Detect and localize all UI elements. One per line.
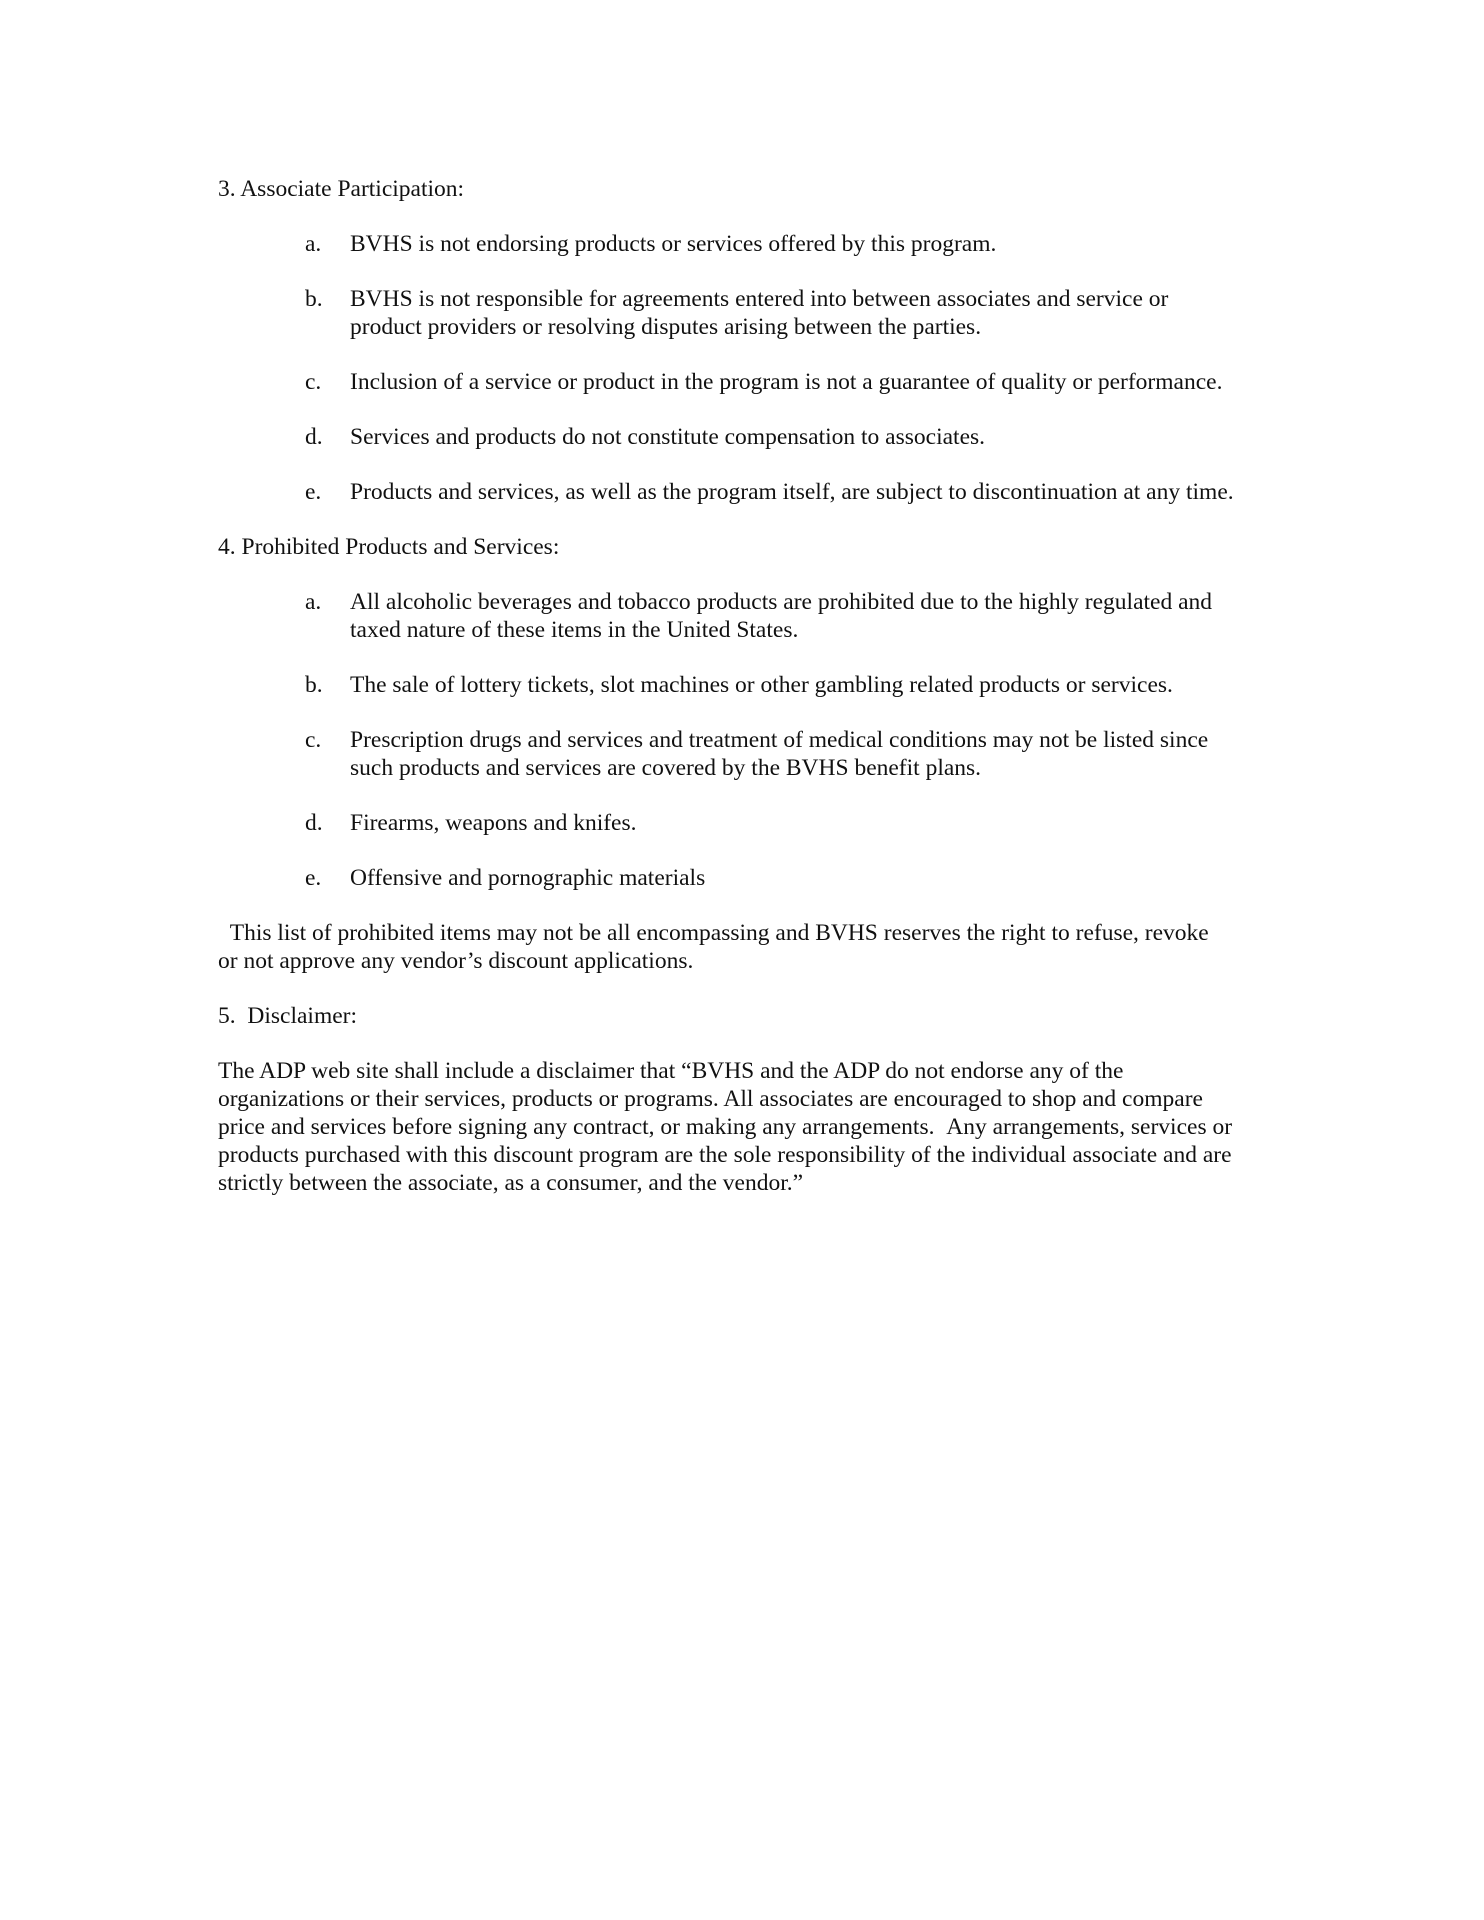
item-text: Products and services, as well as the program itself, are subject to discontinuation at any time. xyxy=(350,479,1234,505)
list-marker: d. xyxy=(305,424,323,450)
list-item xyxy=(218,864,1278,892)
item-text: The sale of lottery tickets, slot machines or other gambling related products or services. xyxy=(350,672,1173,698)
list-item xyxy=(218,809,1278,837)
item-text: such products and services are covered by the BVHS benefit plans. xyxy=(350,755,982,781)
list-item xyxy=(218,478,1278,506)
list-item xyxy=(218,671,1278,699)
item-text: Prescription drugs and services and treatment of medical conditions may not be listed since xyxy=(350,727,1209,753)
disclaimer-line: strictly between the associate, as a consumer, and the vendor.” xyxy=(218,1170,804,1196)
disclaimer-line: The ADP web site shall include a disclaimer that “BVHS and the ADP do not endorse any of the xyxy=(218,1058,1124,1084)
disclaimer-line: products purchased with this discount program are the sole responsibility of the individual associate and are xyxy=(218,1142,1232,1168)
item-text: BVHS is not endorsing products or services offered by this program. xyxy=(350,231,997,257)
item-text: Services and products do not constitute compensation to associates. xyxy=(350,424,986,450)
list-item xyxy=(218,588,1278,644)
item-text: All alcoholic beverages and tobacco products are prohibited due to the highly regulated and xyxy=(350,589,1213,615)
item-text: Offensive and pornographic materials xyxy=(350,865,706,891)
note-line: or not approve any vendor’s discount applications. xyxy=(218,948,694,974)
list-item xyxy=(218,368,1278,396)
section-5-heading: 5. Disclaimer: xyxy=(218,1003,358,1029)
list-marker: d. xyxy=(305,810,323,836)
list-marker: a. xyxy=(305,589,322,615)
list-marker: e. xyxy=(305,865,322,891)
item-text: taxed nature of these items in the United States. xyxy=(350,617,799,643)
section-4-heading: 4. Prohibited Products and Services: xyxy=(218,534,560,560)
item-text: Inclusion of a service or product in the program is not a guarantee of quality or performance. xyxy=(350,369,1223,395)
disclaimer-line: organizations or their services, products or programs. All associates are encouraged to shop and compare xyxy=(218,1086,1203,1112)
list-marker: c. xyxy=(305,727,322,753)
list-marker: a. xyxy=(305,231,322,257)
list-item xyxy=(218,726,1278,782)
item-text: product providers or resolving disputes arising between the parties. xyxy=(350,314,982,340)
list-item xyxy=(218,423,1278,451)
list-marker: e. xyxy=(305,479,322,505)
note-line: This list of prohibited items may not be all encompassing and BVHS reserves the right to refuse, revoke xyxy=(218,920,1209,946)
list-item xyxy=(218,230,1278,258)
list-marker: b. xyxy=(305,672,323,698)
list-marker: c. xyxy=(305,369,322,395)
section-3-heading: 3. Associate Participation: xyxy=(218,176,465,202)
list-marker: b. xyxy=(305,286,323,312)
item-text: Firearms, weapons and knifes. xyxy=(350,810,637,836)
disclaimer-line: price and services before signing any contract, or making any arrangements. Any arrangements, services or xyxy=(218,1114,1233,1140)
document-page xyxy=(218,175,1278,1224)
section-3-list xyxy=(218,230,1278,506)
item-text: BVHS is not responsible for agreements entered into between associates and service or xyxy=(350,286,1169,312)
prohibited-note xyxy=(218,919,1278,975)
list-item xyxy=(218,285,1278,341)
disclaimer-paragraph xyxy=(218,1057,1278,1197)
section-4-list xyxy=(218,588,1278,892)
